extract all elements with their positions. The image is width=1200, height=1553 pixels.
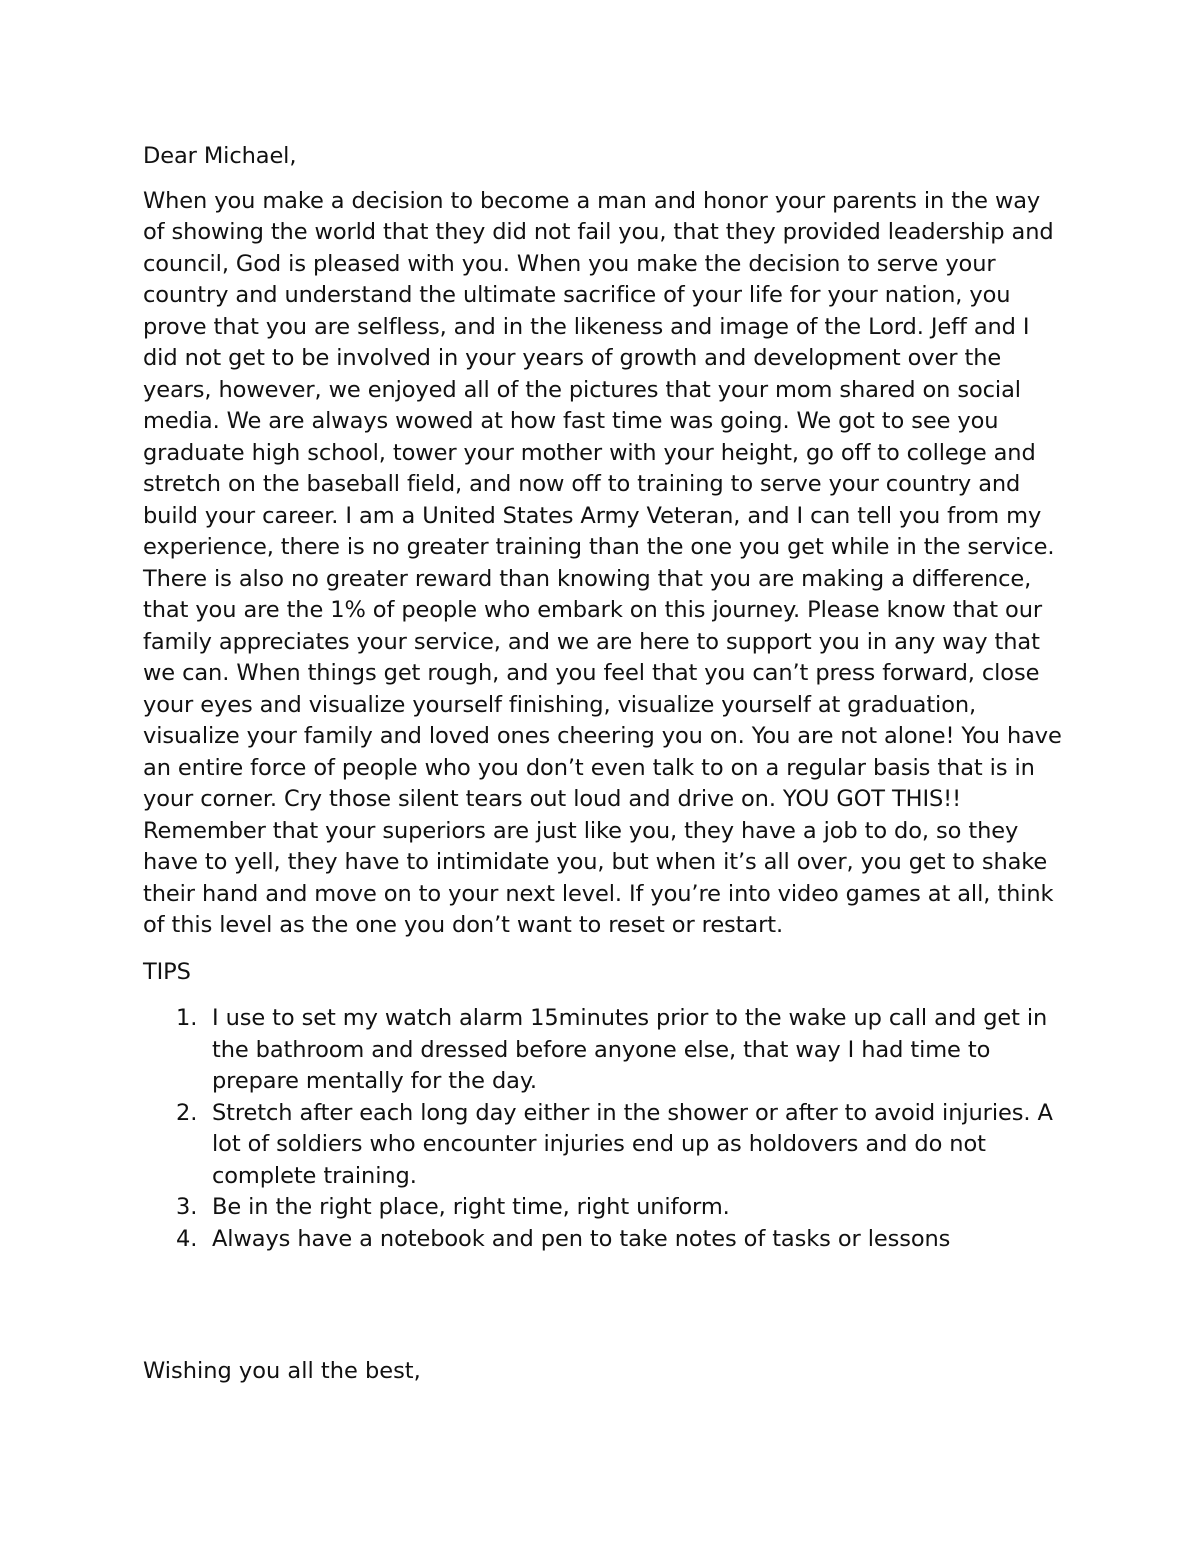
tip-item	[143, 1224, 1063, 1256]
tip-text: Stretch after each long day either in the shower or after to avoid injuries. A lot of soldiers who encounter injuries end up as holdovers and do not complete training.	[212, 1099, 1053, 1189]
tip-text: Be in the right place, right time, right uniform.	[212, 1194, 730, 1220]
tip-number: 2.	[176, 1099, 198, 1126]
tips-list	[143, 1003, 1063, 1255]
tip-number: 3.	[176, 1194, 198, 1220]
tip-number: 1.	[176, 1005, 198, 1031]
tip-item	[143, 1098, 1063, 1193]
closing-line: Wishing you all the best,	[143, 1358, 421, 1384]
tip-number: 4.	[176, 1225, 198, 1252]
salutation: Dear Michael,	[143, 143, 297, 169]
tip-text: Always have a notebook and pen to take notes of tasks or lessons	[212, 1225, 951, 1252]
tips-heading: TIPS	[143, 958, 191, 985]
letter-paragraph: When you make a decision to become a man and honor your parents in the way of showing the world that they did not fail you, that they provided leadership and council, God is pleased with you. When you make the decision to serve your country and understand the ultimate sacrifice of your life for your nation, you prove that you are selfless, and in the likeness and image of the Lord. Jeff and I did not get to be involved in your years of growth and development over the years, however, we enjoyed all of the pictures that your mom shared on social media. We are always wowed at how fast time was going. We got to see you graduate high school, tower your mother with your height, go off to college and stretch on the baseball field, and now off to training to serve your country and build your career. I am a United States Army Veteran, and I can tell you from my experience, there is no greater training than the one you get while in the service. There is also no greater reward than knowing that you are making a difference, that you are the 1% of people who embark on this journey. Please know that our family appreciates your service, and we are here to support you in any way that we can. When things get rough, and you feel that you can’t press forward, close your eyes and visualize yourself finishing, visualize yourself at graduation, visualize your family and loved ones cheering you on. You are not alone! You have an entire force of people who you don’t even talk to on a regular basis that is in your corner. Cry those silent tears out loud and drive on. YOU GOT THIS!! Remember that your superiors are just like you, they have a job to do, so they have to yell, they have to intimidate you, but when it’s all over, you get to shake their hand and move on to your next level. If you’re into video games at all, think of this level as the one you don’t want to reset or restart.	[143, 187, 1062, 938]
tip-text: I use to set my watch alarm 15minutes prior to the wake up call and get in the bathroom and dressed before anyone else, that way I had time to prepare mentally for the day.	[212, 1005, 1048, 1094]
letter-body	[143, 141, 1063, 1255]
tip-item	[143, 1003, 1063, 1098]
tip-item	[143, 1192, 1063, 1224]
